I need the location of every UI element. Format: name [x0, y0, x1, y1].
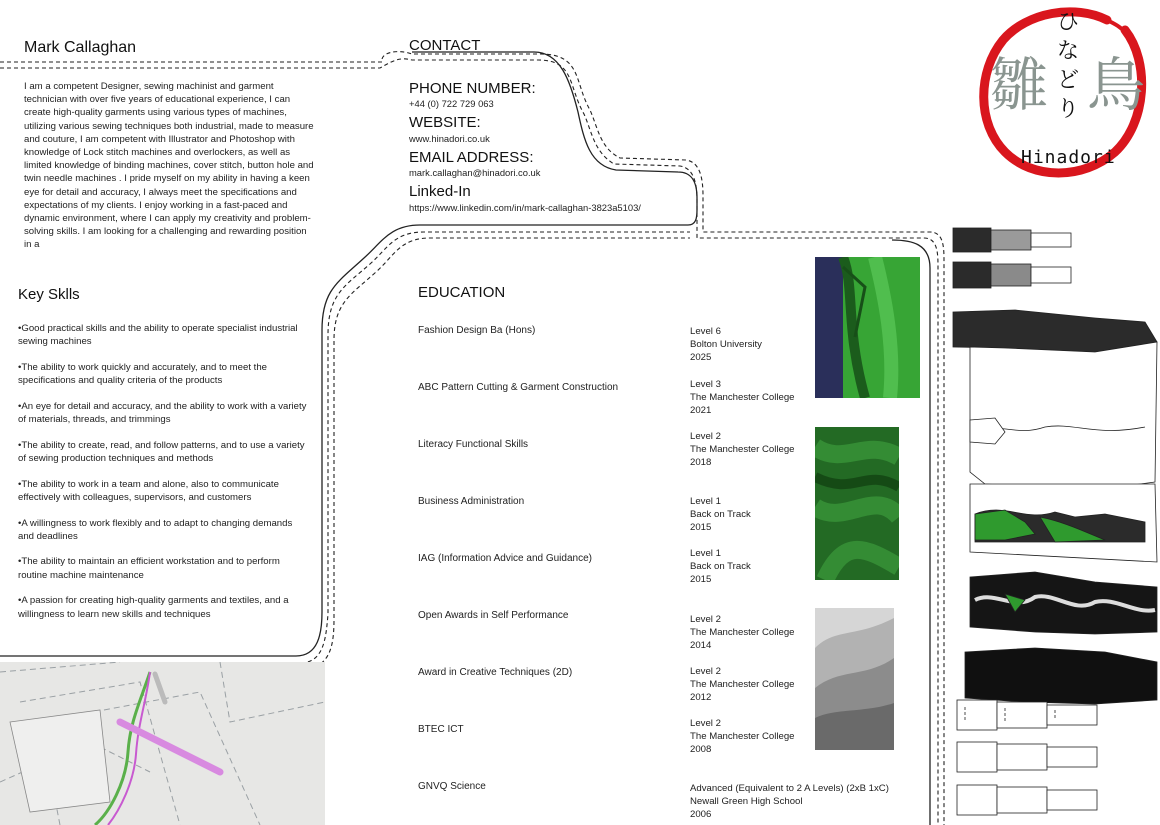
website-link[interactable]: www.hinadori.co.uk [409, 133, 490, 144]
skill-item: •The ability to create, read, and follow patterns, and to use a variety of sewing production techniques and methods [18, 439, 305, 464]
education-detail [690, 378, 795, 417]
education-level: Level 3 [690, 379, 721, 390]
profile-name: Mark Callaghan [24, 39, 137, 56]
education-course: Open Awards in Self Performance [418, 610, 569, 621]
green-fabric-photo [815, 427, 899, 580]
education-title: EDUCATION [418, 284, 506, 301]
education-course: IAG (Information Advice and Guidance) [418, 553, 592, 564]
skill-item: •The ability to work in a team and alone, also to communicate effectively with colleagues, supervisors, and customers [18, 478, 279, 503]
education-level: Level 1 [690, 496, 721, 507]
garment-flats-illustration [945, 222, 1160, 825]
coat-flat-long-black-icon [965, 648, 1157, 704]
skill-item: •The ability to work quickly and accurately, and to meet the specifications and quality criteria of the products [18, 361, 268, 387]
skill-item: •A willingness to work flexibly and to adapt to changing demands and deadlines [18, 517, 293, 542]
skills-title: Key Sklls [18, 286, 80, 303]
education-level: Level 1 [690, 548, 721, 559]
skills-list [18, 322, 310, 633]
education-year: 2018 [690, 457, 712, 468]
website-label: WEBSITE: [409, 114, 481, 131]
education-detail [690, 547, 751, 586]
education-institution: Back on Track [690, 561, 751, 572]
education-institution: Back on Track [690, 509, 751, 520]
grey-fabric-photo [815, 608, 894, 750]
education-level: Level 2 [690, 614, 721, 625]
education-institution: The Manchester College [690, 392, 795, 403]
education-institution: Newall Green High School [690, 796, 803, 807]
education-year: 2015 [690, 574, 712, 585]
education-institution: The Manchester College [690, 444, 795, 455]
education-level: Level 2 [690, 666, 721, 677]
green-garment-photo [815, 257, 920, 398]
phone-label: PHONE NUMBER: [409, 80, 536, 97]
education-level: Advanced (Equivalent to 2 A Levels) (2xB 1xC) [690, 783, 889, 794]
education-course: ABC Pattern Cutting & Garment Construction [418, 382, 619, 393]
email-link[interactable]: mark.callaghan@hinadori.co.uk [409, 167, 541, 178]
linkedin-label: Linked-In [409, 183, 471, 200]
contact-title: CONTACT [409, 37, 481, 54]
skill-item: •Good practical skills and the ability to operate specialist industrial sewing machines [18, 323, 298, 348]
education-detail [690, 782, 889, 821]
coat-flat-green-icon [970, 484, 1157, 562]
logo-kanji-left: 雛 [990, 51, 1049, 119]
education-level: Level 6 [690, 326, 721, 337]
linkedin-link[interactable]: https://www.linkedin.com/in/mark-callaghan-3823a5103/ [409, 202, 641, 213]
trousers-flat-icon [953, 228, 1071, 288]
email-label: EMAIL ADDRESS: [409, 149, 534, 166]
logo-kana: ひなどり [1056, 10, 1079, 122]
education-year: 2014 [690, 640, 712, 651]
education-detail [690, 430, 795, 469]
education-level: Level 2 [690, 431, 721, 442]
education-year: 2008 [690, 744, 712, 755]
education-institution: The Manchester College [690, 627, 795, 638]
education-course: Fashion Design Ba (Hons) [418, 325, 536, 336]
education-detail [690, 495, 751, 534]
education-institution: The Manchester College [690, 679, 795, 690]
logo-wordmark: Hinadori [1021, 147, 1116, 168]
education-detail [690, 665, 795, 704]
education-institution: The Manchester College [690, 731, 795, 742]
education-year: 2015 [690, 522, 712, 533]
pattern-cutting-photo [0, 662, 325, 825]
education-detail [690, 613, 795, 652]
education-detail [690, 325, 762, 364]
skill-item: •A passion for creating high-quality garments and textiles, and a willingness to learn new skills and techniques [18, 595, 289, 620]
education-year: 2012 [690, 692, 712, 703]
coat-flat-black-icon [970, 572, 1157, 634]
education-course: BTEC ICT [418, 724, 464, 735]
education-year: 2006 [690, 809, 712, 820]
education-institution: Bolton University [690, 339, 762, 350]
education-year: 2025 [690, 352, 712, 363]
education-year: 2021 [690, 405, 712, 416]
education-level: Level 2 [690, 718, 721, 729]
education-course: GNVQ Science [418, 781, 486, 792]
skill-item: •The ability to maintain an efficient workstation and to perform routine machine maintenance [18, 556, 280, 581]
education-detail [690, 717, 795, 756]
profile-bio: I am a competent Designer, sewing machinist and garment technician with over five years of educational experience, I can create high-quality garments using various types of machines, utilizing various sewing techniques both industrial, made to measure and couture, I am competent with Illustrator and Photoshop with knowledge of Lock stitch machines and overlockers, as well as limited knowledge of binding machines, cover stitch, button hole and twin needle machines . I pride myself on my ability in having a keen eye for detail and accuracy, I always meet the specifications and expectations of my clients. I enjoy working in a fast-paced and dynamic environment, where I can apply my creativity and problem-solving skills. I am looking for a challenging and rewarding position in a [24, 81, 314, 251]
phone-value[interactable]: +44 (0) 722 729 063 [409, 98, 494, 109]
coat-flat-white-icon [953, 310, 1157, 490]
logo-kanji-right: 鳥 [1087, 51, 1146, 119]
education-course: Business Administration [418, 496, 525, 507]
education-course: Literacy Functional Skills [418, 439, 529, 450]
skill-item: •An eye for detail and accuracy, and the ability to work with a variety of materials, threads, and trimmings [18, 400, 307, 426]
trousers-flat-white-icon [957, 700, 1097, 815]
education-course: Award in Creative Techniques (2D) [418, 667, 573, 678]
